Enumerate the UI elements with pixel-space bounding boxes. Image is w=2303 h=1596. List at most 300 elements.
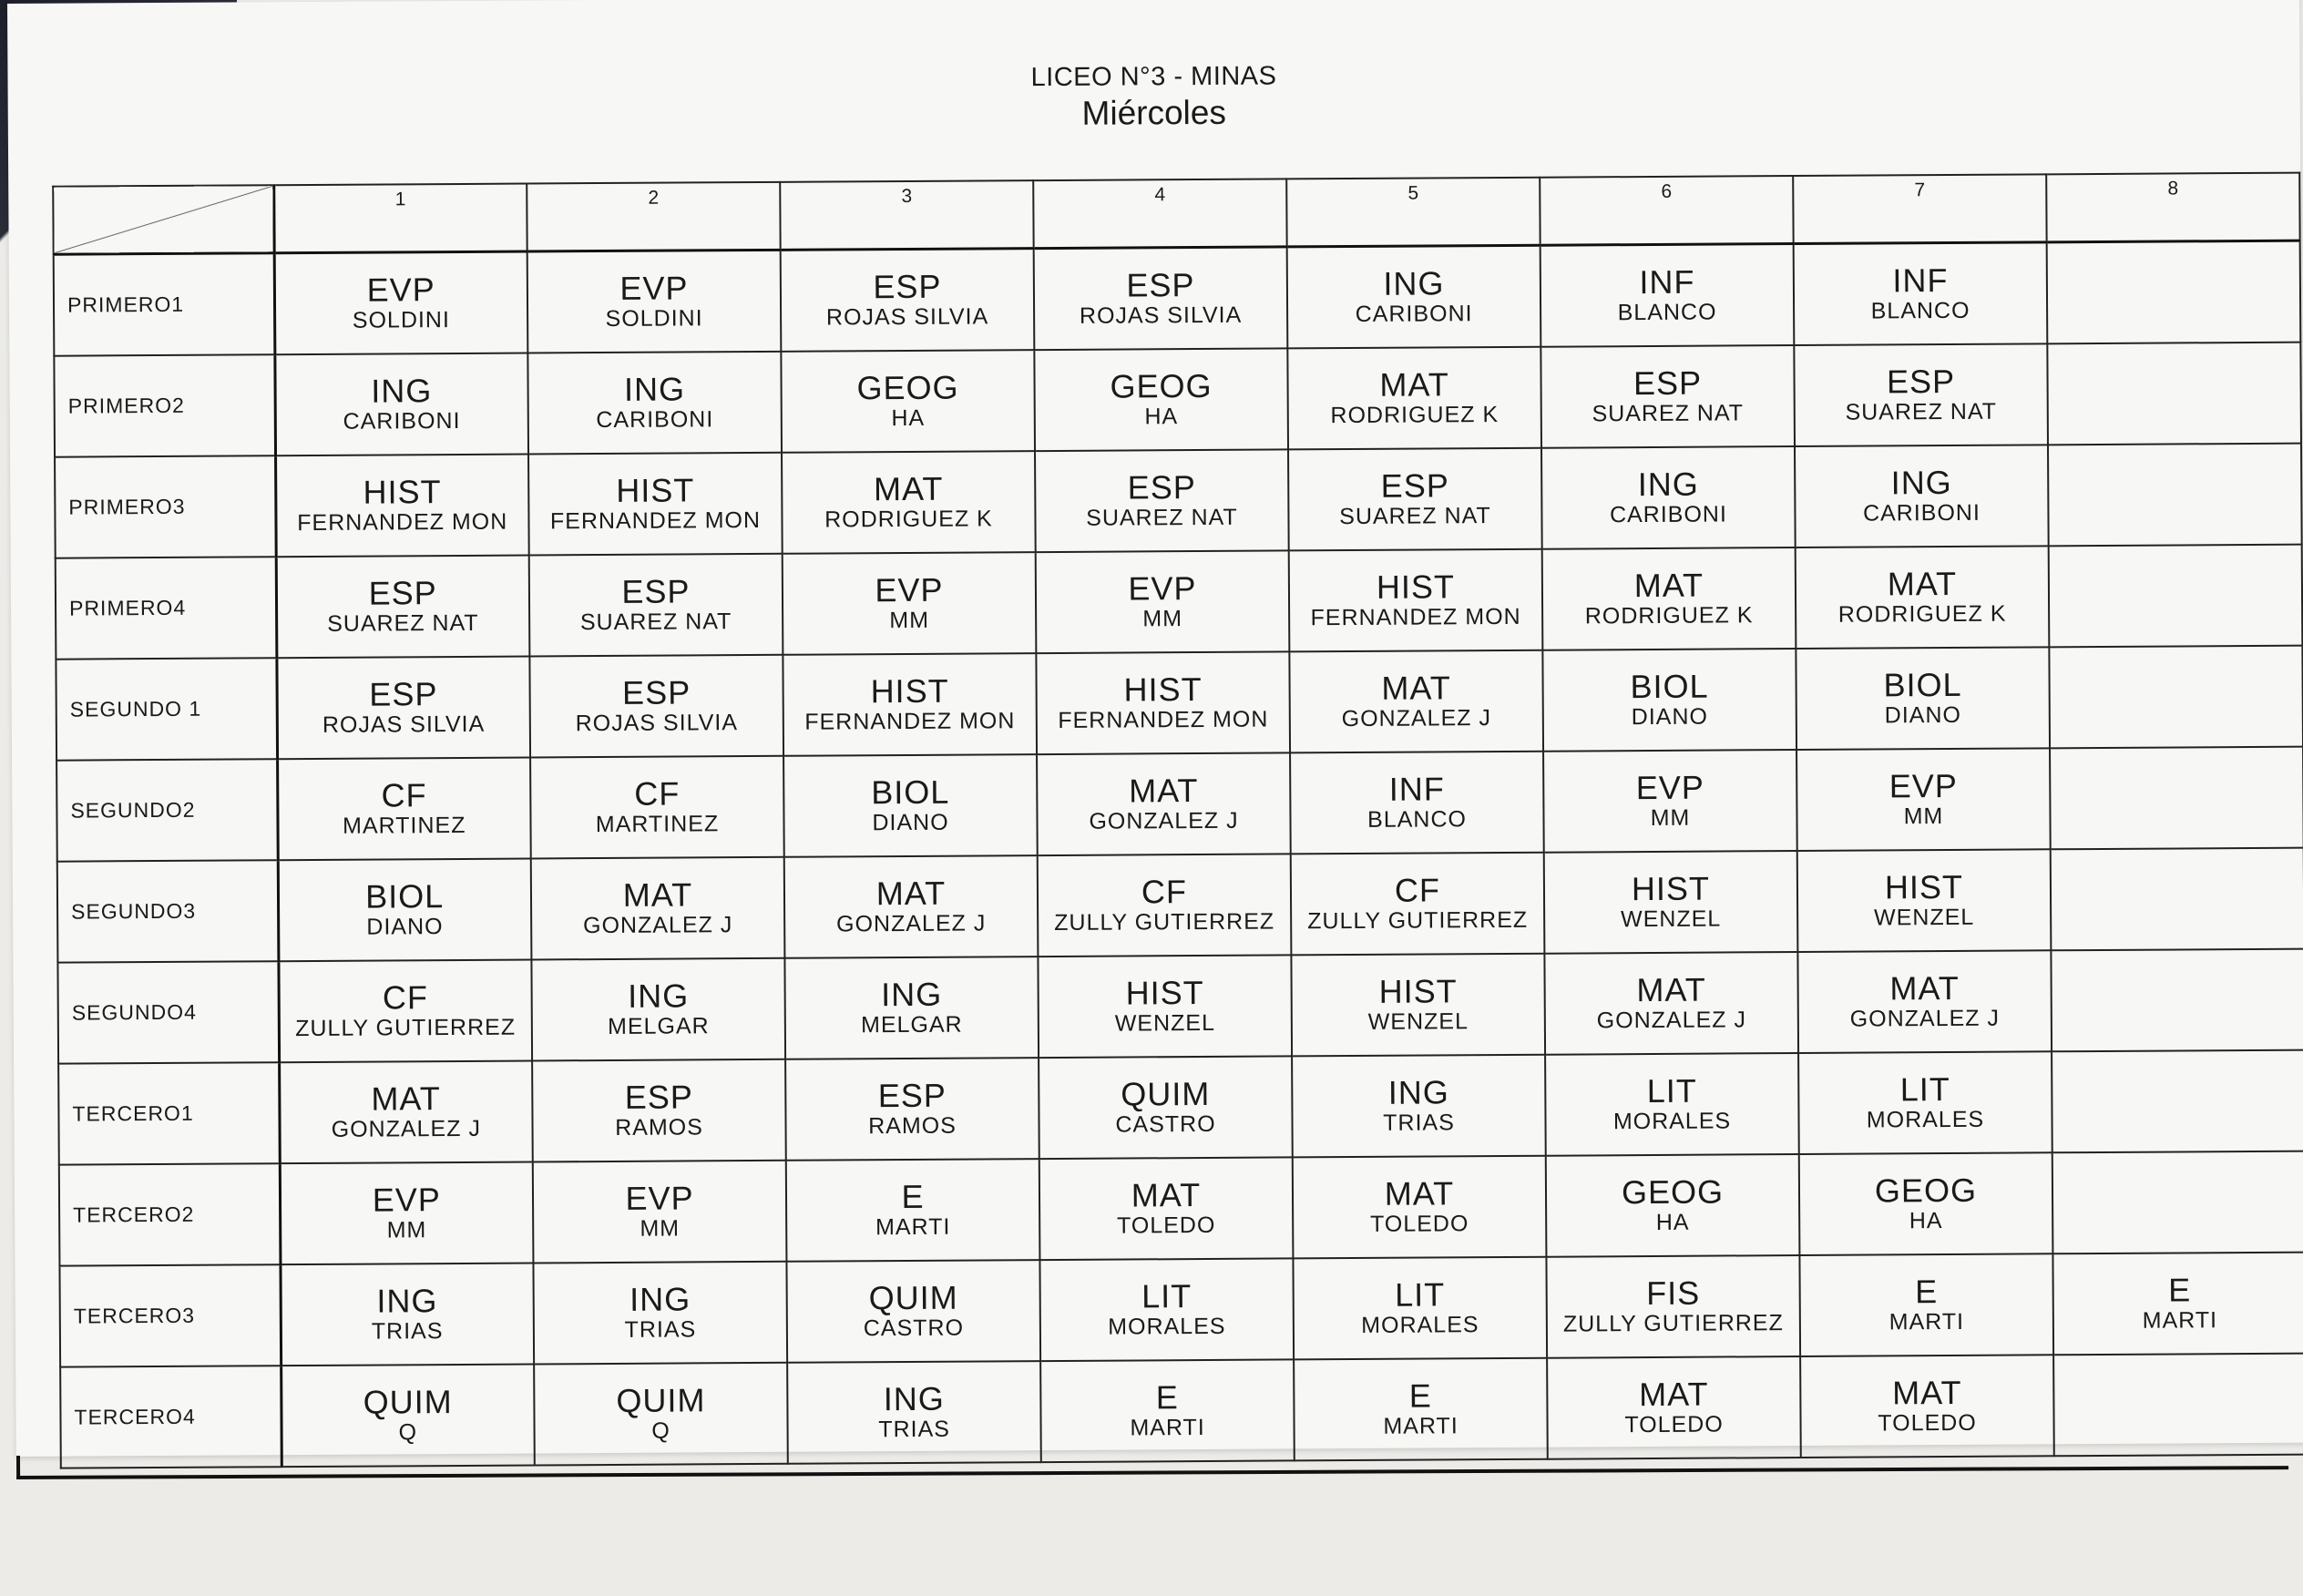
- class-slot: [1036, 550, 1290, 653]
- class-slot: [1799, 1152, 2053, 1255]
- subject-code: [2054, 1404, 2303, 1406]
- teacher-name: TRIAS: [624, 1316, 697, 1343]
- teacher-name: SOLDINI: [605, 305, 703, 332]
- teacher-name: GONZALEZ J: [583, 912, 733, 939]
- class-slot: [1542, 649, 1796, 752]
- class-slot: [1544, 952, 1798, 1055]
- teacher-name: RODRIGUEZ K: [1584, 602, 1754, 629]
- teacher-name: MM: [889, 607, 930, 634]
- teacher-name: RAMOS: [615, 1114, 703, 1141]
- class-slot: [1795, 445, 2049, 547]
- subject-code: ESP: [1886, 362, 1956, 401]
- subject-code: MAT: [873, 469, 944, 508]
- teacher-name: MM: [1903, 803, 1944, 830]
- class-slot: [1036, 651, 1290, 754]
- class-slot: [1794, 242, 2048, 345]
- subject-code: ESP: [1127, 468, 1196, 506]
- teacher-name: FERNANDEZ MON: [297, 508, 508, 537]
- subject-code: EVP: [1128, 569, 1197, 608]
- class-slot: [782, 451, 1036, 554]
- subject-code: HIST: [363, 473, 442, 511]
- teacher-name: DIANO: [872, 809, 949, 836]
- period-header: 6: [1540, 176, 1793, 245]
- school-name: LICEO N°3 - MINAS: [1030, 61, 1277, 93]
- class-slot: [277, 757, 531, 860]
- subject-code: EVP: [1635, 768, 1704, 807]
- teacher-name: MM: [1142, 606, 1183, 632]
- teacher-name: ROJAS SILVIA: [575, 710, 739, 737]
- teacher-name: ZULLY GUTIERREZ: [1054, 908, 1275, 936]
- teacher-name: RODRIGUEZ K: [1330, 402, 1500, 429]
- subject-code: ESP: [368, 574, 437, 612]
- sheet-heading: [7, 56, 2299, 139]
- subject-code: BIOL: [1883, 665, 1962, 704]
- subject-code: ING: [1637, 465, 1699, 504]
- subject-code: MAT: [1131, 1176, 1202, 1214]
- teacher-name: SOLDINI: [352, 307, 450, 333]
- subject-code: GEOG: [1874, 1171, 1978, 1210]
- teacher-name: GONZALEZ J: [1341, 705, 1491, 732]
- class-slot: [1546, 1154, 1800, 1257]
- class-slot: [280, 1263, 534, 1366]
- class-slot: [781, 249, 1035, 352]
- class-slot: [2052, 1151, 2303, 1253]
- class-slot: [281, 1364, 535, 1467]
- group-label: PRIMERO4: [56, 557, 277, 659]
- subject-code: E: [2168, 1271, 2192, 1309]
- class-slot: [781, 350, 1035, 453]
- subject-code: HIST: [1884, 867, 1964, 906]
- class-slot: [1540, 345, 1795, 448]
- class-slot: [783, 754, 1038, 857]
- subject-code: MAT: [1887, 564, 1958, 603]
- class-slot: [533, 1261, 787, 1364]
- class-slot: [1289, 650, 1543, 752]
- teacher-name: ROJAS SILVIA: [322, 711, 486, 738]
- class-slot: [528, 452, 783, 555]
- subject-code: [2050, 595, 2301, 597]
- class-slot: [1038, 955, 1292, 1058]
- teacher-name: ZULLY GUTIERREZ: [295, 1014, 517, 1042]
- teacher-name: SUAREZ NAT: [1086, 504, 1238, 531]
- group-label: SEGUNDO3: [57, 860, 279, 962]
- subject-code: EVP: [366, 271, 435, 309]
- teacher-name: [2051, 797, 2302, 799]
- subject-code: QUIM: [1121, 1074, 1211, 1113]
- class-slot: [1800, 1355, 2054, 1458]
- teacher-name: RAMOS: [868, 1112, 957, 1140]
- teacher-name: ZULLY GUTIERREZ: [1307, 906, 1529, 935]
- subject-code: CF: [381, 776, 427, 814]
- subject-code: FIS: [1646, 1274, 1701, 1313]
- class-slot: [787, 1361, 1041, 1464]
- teacher-name: MARTI: [1383, 1413, 1459, 1439]
- teacher-name: FERNANDEZ MON: [1310, 603, 1521, 631]
- subject-code: MAT: [1639, 1375, 1709, 1414]
- teacher-name: DIANO: [1884, 701, 1961, 729]
- teacher-name: GONZALEZ J: [836, 910, 987, 937]
- subject-code: MAT: [1381, 669, 1451, 707]
- teacher-name: [2049, 494, 2300, 496]
- teacher-name: SUAREZ NAT: [1339, 503, 1491, 530]
- class-slot: [1540, 244, 1795, 347]
- period-header: 5: [1286, 178, 1540, 247]
- teacher-name: HA: [891, 404, 926, 432]
- class-slot: [1039, 1056, 1293, 1159]
- class-slot: [1797, 849, 2052, 952]
- subject-code: ESP: [621, 673, 691, 711]
- class-slot: [276, 656, 530, 759]
- class-slot: [530, 755, 784, 858]
- class-slot: [2051, 847, 2303, 950]
- teacher-name: BLANCO: [1617, 299, 1717, 326]
- subject-code: ESP: [369, 675, 438, 713]
- class-slot: [1035, 449, 1289, 552]
- teacher-name: CARIBONI: [596, 406, 714, 434]
- subject-code: [2052, 1100, 2303, 1102]
- teacher-name: BLANCO: [1870, 298, 1970, 324]
- subject-code: HIST: [1376, 568, 1456, 606]
- class-slot: [1290, 751, 1544, 854]
- teacher-name: MARTINEZ: [343, 812, 466, 839]
- schedule-row: [59, 1151, 2303, 1265]
- subject-code: INF: [1892, 261, 1949, 300]
- teacher-name: MORALES: [1108, 1313, 1226, 1340]
- subject-code: MAT: [1379, 365, 1449, 404]
- subject-code: BIOL: [365, 877, 445, 916]
- subject-code: MAT: [1129, 772, 1199, 810]
- class-slot: [783, 653, 1037, 756]
- teacher-name: MARTI: [875, 1213, 951, 1241]
- class-slot: [1038, 854, 1292, 957]
- class-slot: [1034, 348, 1288, 451]
- teacher-name: MM: [386, 1217, 427, 1243]
- teacher-name: CASTRO: [863, 1315, 965, 1342]
- class-slot: [1794, 343, 2048, 446]
- class-slot: [1039, 1157, 1294, 1260]
- day-title: Miércoles: [1081, 93, 1227, 132]
- subject-code: ING: [1890, 463, 1952, 502]
- schedule-row: [59, 1252, 2303, 1366]
- group-label: TERCERO1: [58, 1062, 280, 1164]
- class-slot: [1796, 546, 2050, 649]
- teacher-name: BLANCO: [1367, 806, 1467, 833]
- subject-code: MAT: [1892, 1373, 1962, 1412]
- class-slot: [1797, 950, 2052, 1053]
- teacher-name: [2049, 393, 2300, 394]
- subject-code: [2051, 696, 2302, 698]
- class-slot: [1293, 1155, 1547, 1258]
- class-slot: [274, 251, 528, 354]
- class-slot: [784, 957, 1039, 1059]
- class-slot: [1294, 1357, 1548, 1460]
- subject-code: CF: [634, 774, 681, 813]
- class-slot: [527, 351, 782, 454]
- subject-code: GEOG: [1621, 1172, 1725, 1212]
- teacher-name: RODRIGUEZ K: [824, 506, 993, 533]
- schedule-sheet: [7, 0, 2303, 1457]
- subject-code: [2049, 494, 2300, 496]
- teacher-name: TOLEDO: [1624, 1411, 1724, 1438]
- class-slot: [1542, 547, 1796, 650]
- class-slot: [534, 1362, 788, 1465]
- subject-code: EVP: [372, 1181, 441, 1219]
- subject-code: EVP: [1888, 766, 1958, 805]
- subject-code: BIOL: [871, 772, 950, 812]
- teacher-name: MORALES: [1612, 1108, 1732, 1135]
- group-label: PRIMERO3: [55, 455, 276, 558]
- subject-code: HIST: [1378, 972, 1458, 1010]
- class-slot: [279, 1060, 533, 1163]
- teacher-name: TOLEDO: [1116, 1212, 1216, 1239]
- teacher-name: MELGAR: [860, 1011, 963, 1038]
- class-slot: [786, 1260, 1040, 1363]
- subject-code: LIT: [1395, 1275, 1446, 1314]
- group-label: PRIMERO2: [54, 354, 275, 456]
- teacher-name: MORALES: [1866, 1106, 1985, 1133]
- subject-code: [2051, 797, 2302, 799]
- subject-code: E: [1408, 1376, 1432, 1415]
- teacher-name: WENZEL: [1620, 905, 1722, 933]
- subject-code: ING: [371, 372, 433, 410]
- class-slot: [2053, 1353, 2303, 1456]
- corner-cell: [53, 185, 273, 254]
- teacher-name: [2054, 1404, 2303, 1406]
- class-slot: [1289, 548, 1543, 651]
- subject-code: HIST: [1125, 973, 1204, 1012]
- teacher-name: SUAREZ NAT: [1845, 398, 1998, 425]
- subject-code: ESP: [1633, 363, 1703, 403]
- class-slot: [278, 959, 532, 1062]
- class-slot: [1040, 1359, 1295, 1462]
- teacher-name: SUAREZ NAT: [1592, 400, 1745, 427]
- subject-code: LIT: [1141, 1277, 1192, 1315]
- group-label: SEGUNDO2: [56, 759, 278, 861]
- subject-code: LIT: [1646, 1071, 1697, 1110]
- class-slot: [2047, 342, 2301, 445]
- subject-code: MAT: [1384, 1174, 1455, 1212]
- group-label: TERCERO3: [59, 1264, 281, 1366]
- teacher-name: DIANO: [1631, 703, 1708, 731]
- teacher-name: [2052, 1100, 2303, 1102]
- subject-code: ING: [628, 977, 690, 1015]
- teacher-name: [2052, 999, 2303, 1001]
- class-slot: [1039, 1258, 1294, 1361]
- class-slot: [1547, 1356, 1801, 1459]
- teacher-name: TRIAS: [878, 1416, 950, 1443]
- class-slot: [1796, 748, 2051, 851]
- class-slot: [1545, 1053, 1799, 1156]
- subject-code: QUIM: [616, 1381, 706, 1419]
- schedule-body: [54, 240, 2303, 1468]
- subject-code: HIST: [1631, 869, 1711, 908]
- teacher-name: TOLEDO: [1878, 1409, 1977, 1437]
- schedule-row: [55, 443, 2302, 558]
- teacher-name: CASTRO: [1115, 1110, 1216, 1138]
- subject-code: E: [1155, 1378, 1179, 1417]
- teacher-name: GONZALEZ J: [331, 1115, 481, 1142]
- teacher-name: [2048, 292, 2299, 293]
- teacher-name: FERNANDEZ MON: [804, 708, 1016, 735]
- teacher-name: SUAREZ NAT: [327, 609, 479, 637]
- subject-code: ESP: [1380, 466, 1449, 505]
- class-slot: [1287, 346, 1541, 449]
- class-slot: [278, 858, 532, 961]
- schedule-row: [54, 240, 2301, 355]
- subject-code: BIOL: [1630, 667, 1709, 706]
- class-slot: [785, 1058, 1039, 1161]
- class-slot: [1544, 851, 1798, 954]
- subject-code: [2052, 999, 2303, 1001]
- class-slot: [276, 555, 530, 658]
- subject-code: INF: [1388, 770, 1445, 808]
- schedule-row: [58, 1049, 2303, 1164]
- subject-code: ING: [629, 1280, 691, 1318]
- subject-code: [2053, 1202, 2303, 1203]
- teacher-name: TRIAS: [371, 1318, 444, 1345]
- subject-code: MAT: [622, 875, 693, 914]
- class-slot: [784, 855, 1039, 958]
- teacher-name: TOLEDO: [1369, 1211, 1469, 1237]
- subject-code: MAT: [1636, 970, 1706, 1009]
- subject-code: MAT: [875, 874, 947, 913]
- class-slot: [2052, 1049, 2303, 1152]
- schedule-row: [54, 342, 2301, 456]
- subject-code: LIT: [1899, 1069, 1950, 1109]
- group-label: SEGUNDO4: [57, 961, 279, 1063]
- teacher-name: ROJAS SILVIA: [1079, 302, 1243, 330]
- group-label: TERCERO2: [59, 1163, 281, 1265]
- teacher-name: GONZALEZ J: [1089, 807, 1239, 834]
- subject-code: GEOG: [856, 368, 959, 407]
- subject-code: ING: [1387, 1073, 1449, 1111]
- subject-code: HIST: [870, 671, 949, 711]
- schedule-row: [56, 746, 2303, 861]
- subject-code: ESP: [873, 267, 942, 306]
- subject-code: E: [901, 1177, 925, 1216]
- subject-code: EVP: [619, 269, 689, 308]
- class-slot: [2052, 1252, 2303, 1355]
- class-slot: [1288, 447, 1542, 550]
- subject-code: CF: [1141, 873, 1188, 911]
- class-slot: [532, 1059, 786, 1161]
- teacher-name: RODRIGUEZ K: [1837, 600, 2007, 628]
- group-label: SEGUNDO 1: [56, 658, 277, 760]
- class-slot: [1796, 647, 2050, 750]
- group-label: TERCERO4: [60, 1366, 281, 1468]
- class-slot: [1034, 247, 1288, 350]
- subject-code: QUIM: [363, 1383, 453, 1421]
- group-label: PRIMERO1: [54, 253, 275, 355]
- teacher-name: [2051, 696, 2302, 698]
- period-header: 3: [780, 180, 1033, 250]
- teacher-name: WENZEL: [1873, 904, 1975, 931]
- class-slot: [1037, 752, 1291, 855]
- teacher-name: FERNANDEZ MON: [1058, 706, 1269, 733]
- teacher-name: MARTI: [1130, 1414, 1205, 1441]
- subject-code: EVP: [875, 570, 944, 609]
- class-slot: [1541, 446, 1796, 549]
- teacher-name: WENZEL: [1114, 1009, 1216, 1037]
- teacher-name: MM: [1650, 804, 1691, 831]
- period-header: 7: [1793, 174, 2046, 243]
- class-slot: [1543, 750, 1797, 853]
- teacher-name: MARTI: [2142, 1307, 2218, 1334]
- teacher-name: GONZALEZ J: [1596, 1007, 1747, 1034]
- class-slot: [1291, 852, 1545, 955]
- teacher-name: HA: [1909, 1208, 1943, 1234]
- subject-code: ING: [883, 1379, 945, 1418]
- subject-code: E: [1915, 1273, 1939, 1311]
- class-slot: [274, 353, 528, 455]
- class-slot: [2049, 544, 2303, 647]
- subject-code: ESP: [877, 1076, 947, 1115]
- class-slot: [2050, 746, 2303, 849]
- teacher-name: MARTI: [1888, 1308, 1965, 1335]
- teacher-name: ROJAS SILVIA: [825, 303, 989, 331]
- class-slot: [786, 1159, 1040, 1262]
- teacher-name: DIANO: [366, 914, 444, 940]
- teacher-name: HA: [1144, 404, 1179, 430]
- teacher-name: [2053, 1202, 2303, 1203]
- schedule-row: [56, 544, 2303, 659]
- class-slot: [1293, 1256, 1547, 1359]
- teacher-name: WENZEL: [1367, 1008, 1469, 1035]
- teacher-name: MM: [640, 1215, 681, 1242]
- subject-code: ESP: [624, 1078, 693, 1116]
- schedule-row: [57, 847, 2303, 962]
- teacher-name: Q: [398, 1419, 418, 1446]
- schedule-row: [57, 948, 2303, 1063]
- class-slot: [529, 553, 783, 656]
- class-slot: [2047, 240, 2301, 343]
- subject-code: QUIM: [868, 1278, 958, 1317]
- teacher-name: MELGAR: [607, 1013, 710, 1039]
- period-header: 2: [527, 182, 780, 251]
- subject-code: INF: [1639, 262, 1695, 302]
- subject-code: ING: [376, 1282, 438, 1320]
- subject-code: ESP: [1126, 266, 1195, 304]
- teacher-name: CARIBONI: [1355, 301, 1473, 328]
- period-header: 4: [1033, 179, 1286, 248]
- class-slot: [1291, 953, 1545, 1056]
- subject-code: CF: [1394, 871, 1441, 909]
- class-slot: [1292, 1054, 1546, 1157]
- subject-code: HIST: [1123, 670, 1203, 709]
- period-header: 8: [2046, 173, 2299, 242]
- class-slot: [1798, 1051, 2052, 1154]
- class-slot: [527, 250, 782, 353]
- schedule-table: [52, 172, 2303, 1469]
- teacher-name: GONZALEZ J: [1849, 1005, 2001, 1032]
- class-slot: [1799, 1253, 2053, 1356]
- teacher-name: ZULLY GUTIERREZ: [1562, 1310, 1784, 1337]
- subject-code: MAT: [1889, 968, 1960, 1008]
- class-slot: [529, 654, 783, 757]
- teacher-name: HA: [1655, 1209, 1690, 1235]
- period-header: 1: [273, 184, 527, 253]
- subject-code: ESP: [621, 572, 691, 610]
- subject-code: ING: [881, 975, 943, 1014]
- teacher-name: SUAREZ NAT: [579, 609, 732, 636]
- subject-code: MAT: [1633, 566, 1704, 605]
- class-slot: [783, 552, 1037, 655]
- subject-code: GEOG: [1110, 366, 1213, 405]
- subject-code: [2052, 898, 2303, 900]
- teacher-name: MARTINEZ: [595, 811, 720, 838]
- teacher-name: [2052, 898, 2303, 900]
- subject-code: [2048, 292, 2299, 293]
